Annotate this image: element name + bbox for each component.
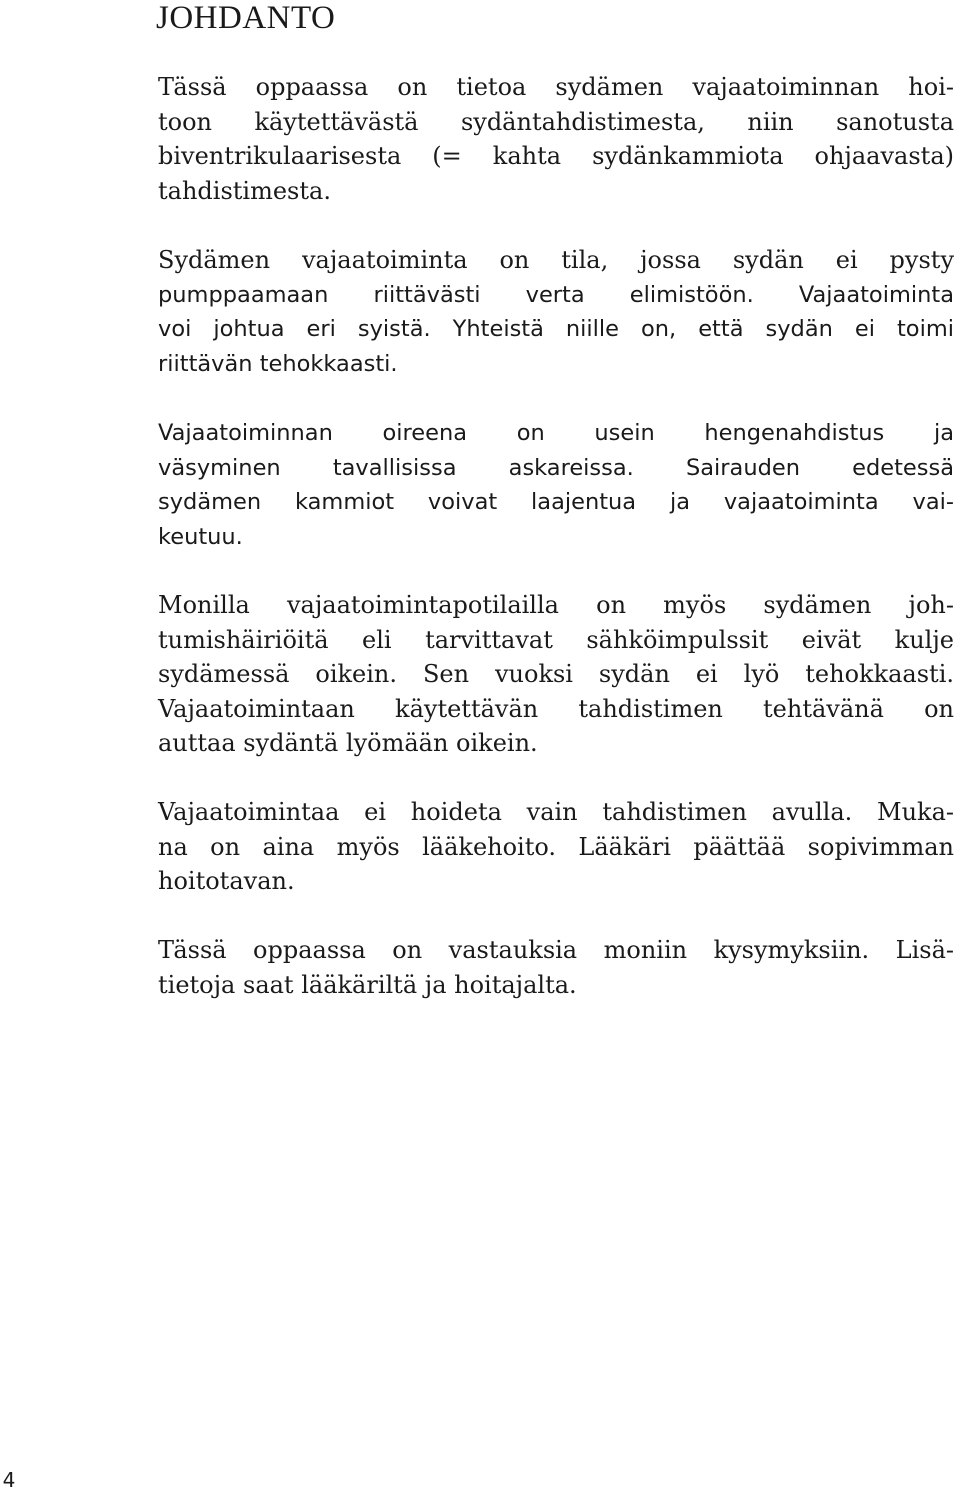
paragraph-definition bbox=[158, 243, 954, 381]
text-line: sydämen kammiot voivat laajentua ja vajaatoiminta vai- bbox=[158, 489, 954, 515]
text-line: riittävän tehokkaasti. bbox=[158, 350, 398, 377]
text-line: Vajaatoiminnan oireena on usein hengenahdistus ja bbox=[158, 420, 954, 446]
paragraph-symptoms bbox=[158, 416, 954, 554]
text-line: toon käytettävästä sydäntahdistimesta, niin sanotusta bbox=[158, 107, 954, 136]
paragraph-intro bbox=[158, 70, 954, 208]
text-line: biventrikulaarisesta (= kahta sydänkammiota ohjaavasta) bbox=[158, 142, 954, 170]
paragraph-treatment bbox=[158, 795, 954, 899]
text-line: Tässä oppaassa on vastauksia moniin kysymyksiin. Lisä- bbox=[158, 936, 954, 964]
text-line: Monilla vajaatoimintapotilailla on myös sydämen joh- bbox=[158, 591, 954, 619]
text-line: tumishäiriöitä eli tarvittavat sähköimpulssit eivät kulje bbox=[158, 625, 954, 654]
text-line: hoitotavan. bbox=[158, 867, 295, 895]
page-number: 4 bbox=[2, 1468, 16, 1492]
text-line: auttaa sydäntä lyömään oikein. bbox=[158, 729, 538, 757]
text-line: Tässä oppaassa on tietoa sydämen vajaatoiminnan hoi- bbox=[158, 73, 954, 101]
text-line: tietoja saat lääkäriltä ja hoitajalta. bbox=[158, 970, 577, 999]
text-line: tahdistimesta. bbox=[158, 176, 331, 205]
text-line: keutuu. bbox=[158, 523, 243, 550]
text-line: väsyminen tavallisissa askareissa. Sairauden edetessä bbox=[158, 454, 954, 481]
page-title: JOHDANTO bbox=[156, 0, 336, 36]
text-line: voi johtua eri syistä. Yhteistä niille on, että sydän ei toimi bbox=[158, 316, 954, 342]
paragraph-conduction bbox=[158, 588, 954, 761]
text-line: Vajaatoimintaan käytettävän tahdistimen tehtävänä on bbox=[158, 694, 954, 723]
text-line: pumppaamaan riittävästi verta elimistöön. Vajaatoiminta bbox=[158, 281, 954, 308]
paragraph-more-info bbox=[158, 933, 954, 1002]
text-line: sydämessä oikein. Sen vuoksi sydän ei lyö tehokkaasti. bbox=[158, 660, 954, 688]
text-line: na on aina myös lääkehoito. Lääkäri päättää sopivimman bbox=[158, 832, 954, 861]
text-line: Sydämen vajaatoiminta on tila, jossa sydän ei pysty bbox=[158, 246, 954, 274]
text-line: Vajaatoimintaa ei hoideta vain tahdistimen avulla. Muka- bbox=[158, 798, 954, 826]
